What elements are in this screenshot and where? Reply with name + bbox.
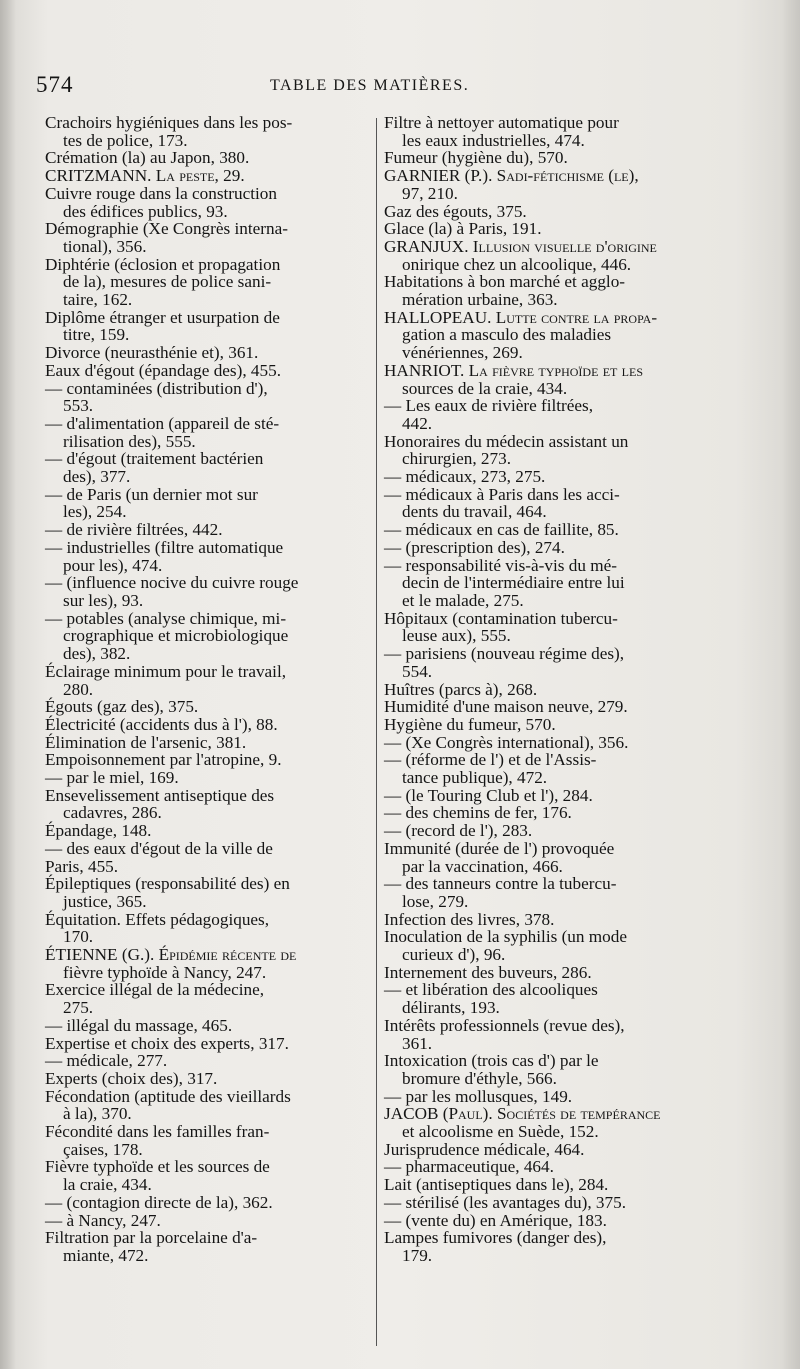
index-line: Intoxication (trois cas d') par le [384,1051,599,1071]
index-line: — Les eaux de rivière filtrées, [384,396,594,416]
index-line: Ensevelissement antiseptique des [45,785,275,805]
index-line: — (le Touring Club et l'), 284. [384,785,593,805]
index-line: — de rivière filtrées, 442. [45,520,223,540]
index-line: Eaux d'égout (épandage des), 455. [45,360,282,380]
index-line: Divorce (neurasthénie et), 361. [45,343,259,363]
index-line: Fécondité dans les familles fran- [45,1122,270,1142]
index-line: taire, 162. [63,290,133,310]
index-line: ÉTIENNE (G.). Épidémie récente de [45,945,297,965]
index-line: tional), 356. [63,236,147,256]
index-line: miante, 472. [63,1246,149,1265]
index-line: Lampes fumivores (danger des), [384,1228,607,1248]
index-line: GRANJUX. Illusion visuelle d'origine [384,236,657,256]
index-line: des), 382. [63,644,131,664]
index-line: pour les), 474. [63,555,163,575]
index-line: par la vaccination, 466. [402,856,563,876]
index-line: 170. [63,927,94,947]
index-line: bromure d'éthyle, 566. [402,1068,557,1088]
index-line: et alcoolisme en Suède, 152. [402,1122,599,1142]
index-line: Glace (la) à Paris, 191. [384,219,542,239]
index-line: decin de l'intermédiaire entre lui [402,573,625,593]
index-line: 442. [402,413,433,433]
index-line: 179. [402,1246,433,1265]
index-line: et le malade, 275. [402,590,524,610]
index-line: Habitations à bon marché et agglo- [384,272,626,292]
right-index-column [384,114,718,1265]
index-line: Fumeur (hygiène du), 570. [384,148,568,168]
index-line: crographique et microbiologique [63,626,289,646]
index-line: fièvre typhoïde à Nancy, 247. [63,962,267,982]
index-line: Équitation. Effets pédagogiques, [45,909,270,929]
index-line: vénériennes, 269. [402,343,523,363]
index-line: — (Xe Congrès international), 356. [384,732,629,752]
index-line: — médicaux, 273, 275. [384,467,546,487]
index-line: Diplôme étranger et usurpation de [45,307,280,327]
index-line: Épileptiques (responsabilité des) en [45,874,290,894]
index-line: Exercice illégal de la médecine, [45,980,265,1000]
index-line: les), 254. [63,502,127,522]
index-line: Filtration par la porcelaine d'a- [45,1228,258,1248]
index-line: — potables (analyse chimique, mi- [45,608,287,628]
column-divider [376,118,377,1346]
index-line: Expertise et choix des experts, 317. [45,1033,289,1053]
index-line: — industrielles (filtre automatique [45,537,284,557]
index-line: Élimination de l'arsenic, 381. [45,732,247,752]
index-line: Fièvre typhoïde et les sources de [45,1157,270,1177]
index-line: Électricité (accidents dus à l'), 88. [45,714,278,734]
index-line: Éclairage minimum pour le travail, [45,661,287,681]
index-line: Honoraires du médecin assistant un [384,431,629,451]
index-line: — (réforme de l') et de l'Assis- [384,750,597,770]
index-line: gation a masculo des maladies [402,325,612,345]
index-line: Experts (choix des), 317. [45,1068,218,1088]
index-line: — des tanneurs contre la tubercu- [384,874,617,894]
index-line: — pharmaceutique, 464. [384,1157,554,1177]
running-header: TABLE DES MATIÈRES. [270,77,470,94]
index-line: des), 377. [63,467,131,487]
index-line: — responsabilité vis-à-vis du mé- [384,555,617,575]
index-line: — des chemins de fer, 176. [384,803,572,823]
index-line: 280. [63,679,94,699]
index-line: Empoisonnement par l'atropine, 9. [45,750,282,770]
index-line: — (influence nocive du cuivre rouge [45,573,299,593]
left-index-column [45,114,369,1265]
index-line: onirique chez un alcoolique, 446. [402,254,632,274]
index-line: à la), 370. [63,1104,132,1124]
scan-right-edge [782,0,800,1369]
index-line: Fécondation (aptitude des vieillards [45,1086,291,1106]
index-line: — de Paris (un dernier mot sur [45,484,258,504]
page-number: 574 [36,72,74,97]
index-line: Immunité (durée de l') provoquée [384,838,615,858]
index-line: Huîtres (parcs à), 268. [384,679,538,699]
index-line: 361. [402,1033,433,1053]
index-line: — (contagion directe de la), 362. [45,1192,273,1212]
index-line: sur les), 93. [63,590,144,610]
index-line: des édifices publics, 93. [63,201,228,221]
index-line: Intérêts professionnels (revue des), [384,1015,625,1035]
index-line: Inoculation de la syphilis (un mode [384,927,627,947]
index-line: çaises, 178. [63,1139,143,1159]
index-line: — à Nancy, 247. [45,1210,161,1230]
index-line: les eaux industrielles, 474. [402,130,585,150]
index-line: HALLOPEAU. Lutte contre la propa- [384,307,658,327]
index-line: Égouts (gaz des), 375. [45,697,199,717]
index-line: Filtre à nettoyer automatique pour [384,113,619,132]
index-line: — illégal du massage, 465. [45,1015,233,1035]
index-line: chirurgien, 273. [402,449,511,469]
index-line: 97, 210. [402,183,458,203]
index-line: 275. [63,998,94,1018]
index-line: — médicaux à Paris dans les acci- [384,484,620,504]
index-line: la craie, 434. [63,1175,152,1195]
index-line: — (prescription des), 274. [384,537,565,557]
index-line: — et libération des alcooliques [384,980,598,1000]
index-line: justice, 365. [63,891,147,911]
index-line: — (vente du) en Amérique, 183. [384,1210,607,1230]
index-line: 553. [63,396,94,416]
scan-left-edge [0,0,16,1369]
index-line: Internement des buveurs, 286. [384,962,592,982]
index-line: Paris, 455. [45,856,119,876]
index-line: rilisation des), 555. [63,431,196,451]
index-line: Hôpitaux (contamination tubercu- [384,608,618,628]
index-line: Épandage, 148. [45,821,152,841]
index-line: — médicaux en cas de faillite, 85. [384,520,619,540]
index-line: — parisiens (nouveau régime des), [384,644,625,664]
index-line: Cuivre rouge dans la construction [45,183,277,203]
index-line: mération urbaine, 363. [402,290,558,310]
index-line: lose, 279. [402,891,469,911]
index-line: — contaminées (distribution d'), [45,378,268,398]
index-line: Crachoirs hygiéniques dans les pos- [45,113,293,132]
index-line: Démographie (Xe Congrès interna- [45,219,288,239]
index-line: Lait (antiseptiques dans le), 284. [384,1175,609,1195]
index-line: curieux d'), 96. [402,945,506,965]
index-line: Diphtérie (éclosion et propagation [45,254,281,274]
index-line: — d'égout (traitement bactérien [45,449,264,469]
index-line: titre, 159. [63,325,130,345]
index-line: Infection des livres, 378. [384,909,555,929]
index-line: Jurisprudence médicale, 464. [384,1139,585,1159]
index-line: — (record de l'), 283. [384,821,533,841]
index-line: délirants, 193. [402,998,500,1018]
index-line: Crémation (la) au Japon, 380. [45,148,250,168]
index-line: CRITZMANN. La peste, 29. [45,166,245,186]
index-line: 554. [402,661,433,681]
index-line: — par les mollusques, 149. [384,1086,573,1106]
index-line: tance publique), 472. [402,768,548,788]
index-line: Gaz des égouts, 375. [384,201,527,221]
index-line: GARNIER (P.). Sadi-fétichisme (le), [384,166,639,186]
index-line: — stérilisé (les avantages du), 375. [384,1192,626,1212]
index-line: — d'alimentation (appareil de sté- [45,413,280,433]
index-line: — médicale, 277. [45,1051,168,1071]
index-line: — des eaux d'égout de la ville de [45,838,273,858]
index-line: HANRIOT. La fièvre typhoïde et les [384,360,643,380]
index-line: leuse aux), 555. [402,626,511,646]
index-line: JACOB (Paul). Sociétés de tempérance [384,1104,661,1124]
index-line: tes de police, 173. [63,130,188,150]
index-line: — par le miel, 169. [45,768,179,788]
index-line: Hygiène du fumeur, 570. [384,714,556,734]
index-line: cadavres, 286. [63,803,162,823]
index-line: sources de la craie, 434. [402,378,568,398]
index-line: dents du travail, 464. [402,502,547,522]
index-line: Humidité d'une maison neuve, 279. [384,697,628,717]
index-line: de la), mesures de police sani- [63,272,272,292]
